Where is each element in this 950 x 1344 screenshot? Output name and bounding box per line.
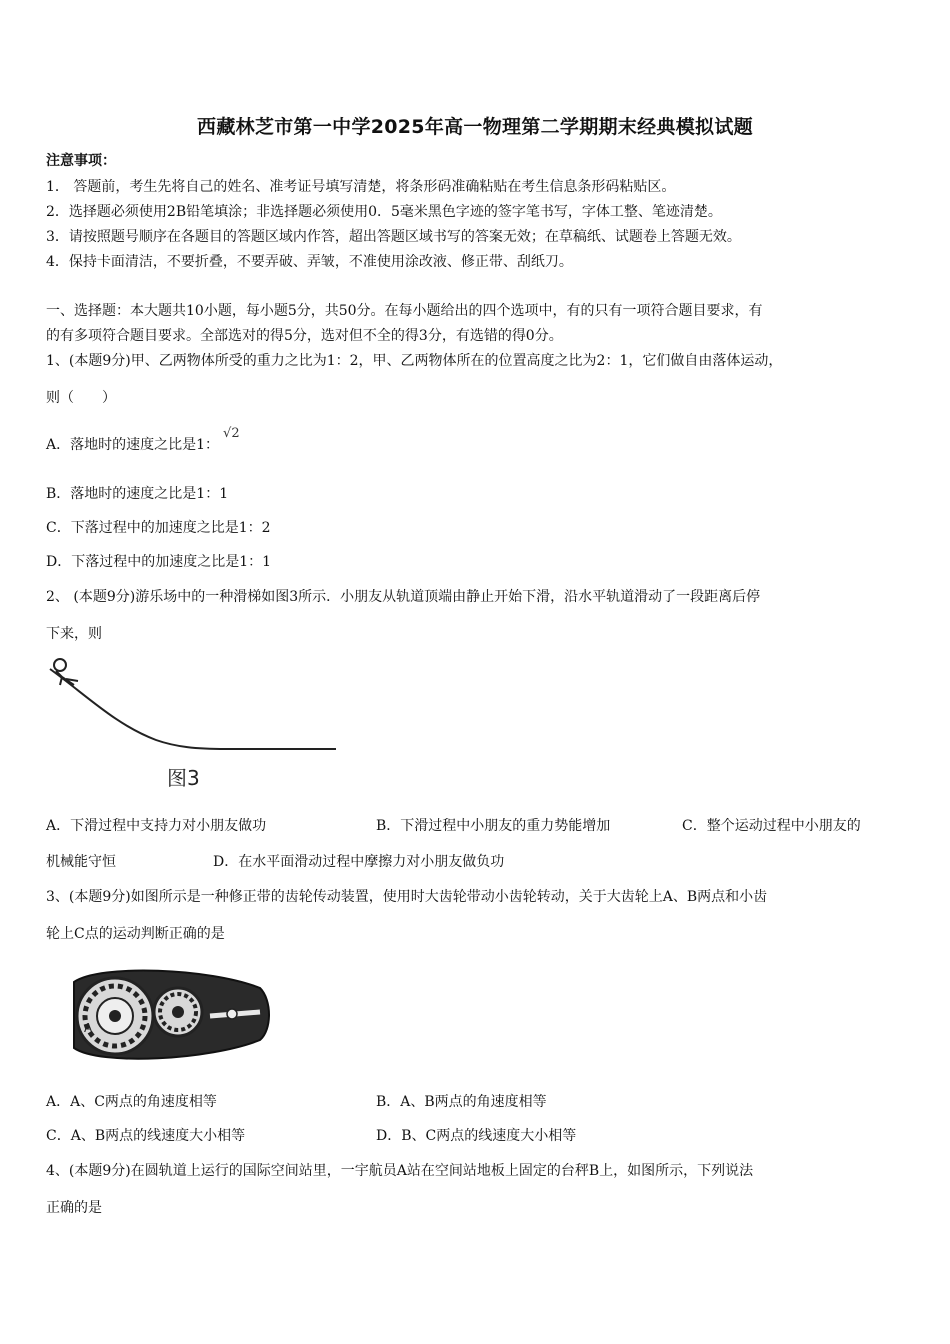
q2-stem-line-2: 下来，则 (46, 626, 102, 642)
big-gear-icon (77, 978, 153, 1054)
q1-option-a (46, 426, 240, 456)
slide-track (50, 669, 336, 749)
q4-stem-line-1: 4、(本题9分)在圆轨道上运行的国际空间站里，一宇航员A站在空间站地板上固定的台秤B上，如图所示，下列说法 (46, 1163, 754, 1179)
q2-option-c-cont: 机械能守恒 (46, 854, 116, 870)
q1-option-d: D．下落过程中的加速度之比是1：1 (46, 554, 272, 570)
tape-roller-icon (227, 1009, 237, 1019)
notice-item-2: 2．选择题必须使用2B铅笔填涂；非选择题必须使用0．5毫米黑色字迹的签字笔书写，字体工整、笔迹清楚。 (46, 204, 722, 220)
q2-option-a: A．下滑过程中支持力对小朋友做功 (46, 818, 267, 834)
notice-item-4: 4．保持卡面清洁，不要折叠，不要弄破、弄皱，不准使用涂改液、修正带、刮纸刀。 (46, 254, 573, 270)
q1-stem-line-2: 则（ ） (46, 390, 116, 406)
q1-option-a-sqrt: √2 (223, 426, 240, 441)
q2-stem-line-1: 2、 (本题9分)游乐场中的一种滑梯如图3所示．小朋友从轨道顶端由静止开始下滑，沿水平轨道滑动了一段距离后停 (46, 589, 761, 605)
q1-stem-line-1: 1、(本题9分)甲、乙两物体所受的重力之比为1：2，甲、乙两物体所在的位置高度之比为2：1，它们做自由落体运动， (46, 353, 783, 369)
q3-option-b: B．A、B两点的角速度相等 (376, 1094, 547, 1110)
q3-option-d: D．B、C两点的线速度大小相等 (376, 1128, 577, 1144)
q3-stem-line-1: 3、(本题9分)如图所示是一种修正带的齿轮传动装置，使用时大齿轮带动小齿轮转动，关于大齿轮上A、B两点和小齿 (46, 889, 768, 905)
q4-stem-line-2: 正确的是 (46, 1200, 102, 1216)
notice-heading: 注意事项： (46, 153, 116, 169)
small-gear-icon (154, 988, 202, 1036)
slide-figure (46, 655, 346, 790)
child-head-icon (54, 659, 66, 671)
q1-option-a-text: A．落地时的速度之比是1： (46, 437, 220, 453)
q3-stem-line-2: 轮上C点的运动判断正确的是 (46, 926, 225, 942)
q3-option-c: C．A、B两点的线速度大小相等 (46, 1128, 246, 1144)
notice-item-3: 3．请按照题号顺序在各题目的答题区域内作答，超出答题区域书写的答案无效；在草稿纸、试题卷上答题无效。 (46, 229, 741, 245)
section-intro-line-2: 的有多项符合题目要求。全部选对的得5分，选对但不全的得3分，有选错的得0分。 (46, 328, 563, 344)
q3-option-a: A．A、C两点的角速度相等 (46, 1094, 217, 1110)
q2-option-b: B．下滑过程中小朋友的重力势能增加 (376, 818, 611, 834)
page-title: 西藏林芝市第一中学2025年高一物理第二学期期末经典模拟试题 (197, 116, 753, 138)
q2-option-c: C．整个运动过程中小朋友的 (682, 818, 861, 834)
figure-3-label: 图3 (167, 766, 200, 790)
gear-figure (60, 960, 275, 1070)
gear-diagram (60, 960, 275, 1070)
notice-item-1: 1． 答题前，考生先将自己的姓名、准考证号填写清楚，将条形码准确粘贴在考生信息条形码粘贴区。 (46, 179, 676, 195)
q1-option-b: B．落地时的速度之比是1：1 (46, 486, 229, 502)
section-intro-line-1: 一、选择题：本大题共10小题，每小题5分，共50分。在每小题给出的四个选项中，有的只有一项符合题目要求，有 (46, 303, 763, 319)
gear-point-a-label: A (84, 1021, 93, 1035)
q1-option-c: C．下落过程中的加速度之比是1：2 (46, 520, 271, 536)
q2-option-d: D．在水平面滑动过程中摩擦力对小朋友做负功 (213, 854, 505, 870)
